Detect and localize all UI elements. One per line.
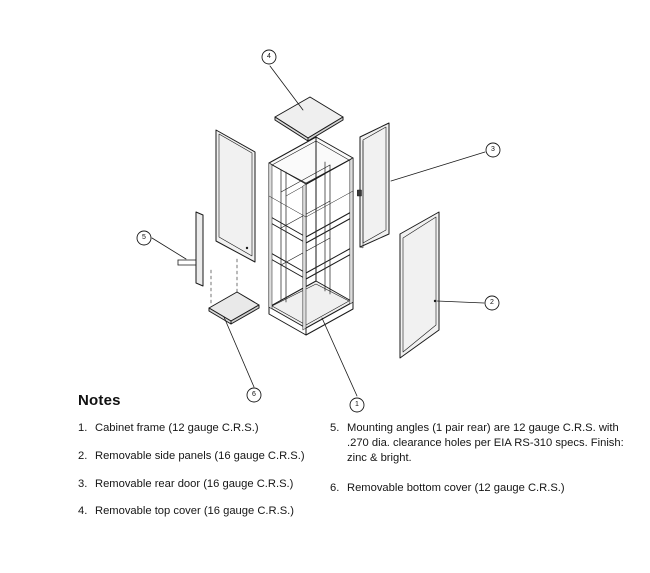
callout-label-4: 4 — [267, 53, 271, 60]
callout-label-1: 1 — [355, 401, 359, 408]
bottom-cover-part — [209, 258, 259, 324]
note-text: Removable side panels (16 gauge C.R.S.) — [95, 449, 305, 462]
side-panel-left-part — [216, 130, 255, 262]
notes-block — [78, 392, 638, 532]
note-number: 5. — [330, 422, 340, 434]
cabinet-frame-part — [269, 137, 353, 335]
note-item — [78, 477, 330, 492]
callout-label-2: 2 — [490, 299, 494, 306]
note-item — [78, 504, 330, 519]
note-item — [330, 421, 630, 465]
note-number: 2. — [78, 449, 88, 462]
note-number: 1. — [78, 422, 88, 434]
side-panel-right-part — [400, 212, 439, 358]
notes-heading: Notes — [78, 392, 121, 409]
mounting-angle-part — [178, 212, 203, 286]
notes-column-left — [78, 421, 330, 532]
callout-label-6: 6 — [252, 391, 256, 398]
note-item — [78, 449, 330, 464]
callout-label-5: 5 — [142, 234, 146, 241]
note-number: 3. — [78, 477, 88, 490]
note-text: Removable top cover (16 gauge C.R.S.) — [95, 505, 294, 518]
note-text: Removable bottom cover (12 gauge C.R.S.) — [347, 482, 565, 495]
note-text: Cabinet frame (12 gauge C.R.S.) — [95, 422, 259, 434]
note-text: Mounting angles (1 pair rear) are 12 gauge C.R.S. with .270 dia. clearance holes per EIA RS-310 specs. Finish: zinc & bright. — [347, 422, 624, 464]
note-text: Removable rear door (16 gauge C.R.S.) — [95, 477, 294, 490]
note-number: 6. — [330, 482, 340, 495]
notes-column-right — [330, 421, 630, 509]
notes-columns — [78, 421, 638, 532]
note-item — [78, 421, 330, 436]
top-cover-part — [275, 97, 343, 141]
note-item — [330, 481, 630, 496]
note-number: 4. — [78, 505, 88, 518]
rear-door-part — [358, 123, 390, 248]
callout-label-3: 3 — [491, 146, 495, 153]
